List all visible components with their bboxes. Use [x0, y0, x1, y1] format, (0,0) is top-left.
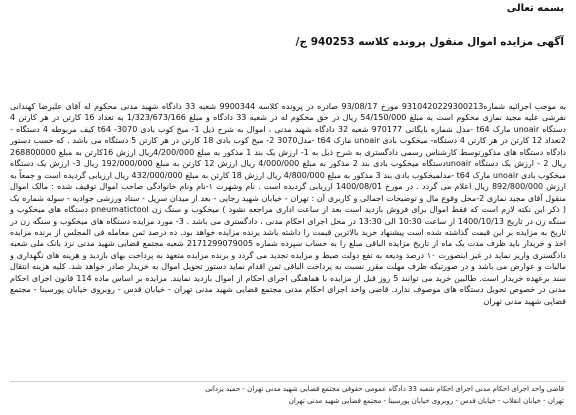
notice-body: به موجب اجرائیه شماره9310420229300213 مورخ 93/08/17 صادره در پرونده کلاسه 9900344 شعبه 33 دادگاه شهید مدنی محکوم له آقای علیرضا کهندانی نفرشی علیه مجید نمازی محکوم است به مبلغ 54/150/000 ریال در حق محکوم له در شعبه 33 دادگاه و مبلغ 1/323/673/166 به تعداد 16 کارتن در هر کارتن 4 دستگاه unoair مارک t64 -مدل شماره بایگانی 970177 شعبه 32 دادگاه شهید مدنی ، اموال به شرح ذیل 1- میخ کوب بادی t64 -3070 کیف مربوطه 4 دستگاه - 2تعداد 12 کارتن در هر کارتن 4 دستگاه- میخکوب بادی unoair مارک t64 -مدل3070 2- میخ کوب بادی 18 کارتن در هر کارتن 5 دستگاه می باشد . که حسب دستور دادگاه دستگاه های مذکورتوسط کارشناس رسمی دادگستری به شرح ذیل به 1- ارزش یک بند 1 مذکور به مبلغ 4/200/000ریال ارزش 16کارتن به مبلغ 268800000 ریال 2 - ارزش یک دستگاه unoairدستگاه میخکوب بادی بند 2 مذکور به مبلغ 4/000/000 ریال ارزش 12 کارتن به مبلغ 192/000/000 ریال 3- ارزش یک دستگاه میخکوب بادی unoair مارک t64 -مدلمیخکوب بادی بند 3 مذکور به مبلغ 4/800/000 ریال ارزش 18 کارتن به مبلغ 432/000/000 ریال ارزیابی گردیده است و جمعاً به ارزش 892/800/000 ریال اعلام می گردد . در مورخ 1400/08/01 ارزیابی گردیده است . نام وشهرت ۱-نام ونام خانوادگی صاحب اموال توقیف شده : مالک اموال منقول آقای مجید نمازی 2-محل وقوع مال و توضیحات اجمالی و کاربری آن : تهران - خیابان شهید رجایی - بعد از میدان سرپل - ستاد ورزشی جوادیه - سوله شماره یک ( ذکر این نکته لازم است که فقط اموال برای فروش بازدید است بعد از ساعت اداری مراجعه نشود ) میخکوب و سنگ زن pneumatictool دستگاه های میخکوب و سنگه زن در تاریخ 1400/10/13 از ساعت 10:30 الی 13:30 در محل اجرای احکام مدنی ، دادگستری می باشد . 3- مورد مزایده دستگاه های میخکوب و سنگه زن در تاریخ به مزایده بر این قیمت گذاشته شده است پیشنهاد خرید بالاترین قیمت را داشته باشد برنده مزایده خواهد بود. ده درصد ثمن معامله فی المجلس از برنده مزایده اخذ و خریدار باید ظرف مدت یک ماه از تاریخ مزایده الباقی مبلغ را به حساب سپرده شماره 2171299079005 شعبه مجتمع قضایی شهید مدنی نزد بانک ملی شعبه دادگستری واریز نماید در غیر اینصورت ۱۰ درصد ودیعه به نفع دولت ضبط و مزایده تجدید می گردد و برنده مزایده متعهد به پرداخت بهای بازدید و هزینه های نگهداری و مالیات و عوارض می باشد و در صورتیکه ظرف مهلت مقرر نسبت به پرداخت الباقی ثمن اقدام نماید دستور تحویل اموال به خریدار صادر خواهد شد. کلیه هزینه انتقال سند برعهده خریدار است. طالبین خرید می توانند 5 روز قبل از مزایده با هماهنگی اجرای احکام از اموال بازدید نمایند. مزایده بر اساس ماده 114 قانون اجرای احکام مدنی در خصوص تحویل دستگاه های موصوف ندارد. قاضی واحد اجرای احکام مدنی مجتمع قضایی شهید مدنی تهران - خیابان قدس - روبروی خیابان پورسینا - مجتمع قضایی شهید مدنی تهران: [10, 102, 567, 306]
footer-divider: [10, 381, 566, 382]
footer-address: تهران - خیابان انقلاب - خیابان قدس - روبروی خیابان پورسینا - مجتمع قضایی شهید مدنی تهران: [288, 397, 564, 405]
invocation-heading: بسمه تعالی: [506, 3, 564, 14]
footer-signature: قاضی واحد اجرای احکام مدنی اجرای احکام شعبه 33 دادگاه عمومی حقوقی مجتمع قضایی شهید مدنی تهران - حمید یزدانی: [205, 385, 564, 393]
notice-title: آگهی مزایده اموال منقول پرونده کلاسه 940253 ج/: [295, 36, 564, 48]
